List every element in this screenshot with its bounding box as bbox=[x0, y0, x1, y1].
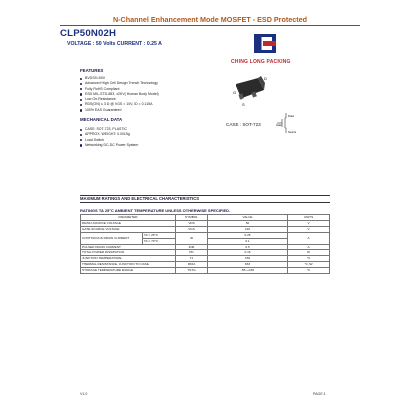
table-cell: 0.5 bbox=[208, 244, 288, 250]
list-item: Low On-Resistance: bbox=[80, 97, 159, 102]
table-cell: 50 bbox=[208, 220, 288, 226]
table-cell: CONTINUOUS DRAIN CURRENT bbox=[81, 232, 143, 244]
table-cell: 150 bbox=[208, 256, 288, 262]
table-cell: GATE-SOURCE VOLTAGE bbox=[81, 226, 176, 232]
features-list bbox=[80, 76, 159, 113]
table-cell: TSTG bbox=[176, 268, 208, 274]
column-header: UNITS bbox=[288, 215, 330, 221]
table-cell: A bbox=[288, 232, 330, 244]
company-logo-icon bbox=[254, 34, 276, 53]
page-number: PAGE.1 bbox=[313, 392, 326, 396]
company-name: CHING LONG PACKING bbox=[231, 59, 291, 65]
table-cell: °C bbox=[288, 268, 330, 274]
list-item: Advanced High Cell Design Trench Technology bbox=[80, 81, 159, 86]
pin-s-label: S bbox=[242, 102, 245, 107]
table-cell: -55~+150 bbox=[208, 268, 288, 274]
ratings-heading: MAXIMUM RATINGS AND ELECTRICAL CHARACTERISTICS bbox=[80, 196, 200, 201]
table-cell: JUNCTION TEMPERATURE bbox=[81, 256, 176, 262]
table-cell: ID bbox=[176, 232, 208, 244]
ratings-subheading: RATINGS TA 25°C AMBIENT TEMPERATURE UNLESS OTHERWISE SPECIFIED. bbox=[80, 208, 231, 213]
table-cell: V bbox=[288, 226, 330, 232]
package-drawing bbox=[230, 74, 270, 108]
table-cell: °C bbox=[288, 256, 330, 262]
mechanical-list bbox=[80, 127, 138, 148]
table-cell: 0.1 bbox=[208, 238, 288, 244]
column-header: VALUE bbox=[208, 215, 288, 221]
table-cell: PULSED DRAIN CURRENT bbox=[81, 244, 176, 250]
part-number: CLP50N02H bbox=[60, 28, 117, 39]
version-label: V1.0 bbox=[80, 392, 88, 396]
mechanical-heading: MECHANICAL DATA bbox=[80, 117, 123, 122]
table-cell: RθJA bbox=[176, 262, 208, 268]
table-cell: IDM bbox=[176, 244, 208, 250]
pin-d-label: D bbox=[264, 76, 267, 81]
document-title: N-Channel Enhancement Mode MOSFET - ESD Protected bbox=[112, 15, 308, 24]
table-row bbox=[81, 268, 330, 274]
table-cell: TA = 70°C bbox=[143, 238, 176, 244]
table-cell: TJ bbox=[176, 256, 208, 262]
table-cell: DRAIN-SOURCE VOLTAGE bbox=[81, 220, 176, 226]
table-cell: 0.25 bbox=[208, 232, 288, 238]
voltage-current-spec: VOLTAGE : 50 Volts CURRENT : 0.25 A bbox=[67, 41, 162, 47]
list-item: Networking DC-DC Power System bbox=[80, 143, 138, 148]
list-item: Fully RoHS Compliant bbox=[80, 87, 159, 92]
table-cell: 833 bbox=[208, 262, 288, 268]
table-cell: A bbox=[288, 244, 330, 250]
table-cell: THERMAL RESISTANCE, JUNCTION TO CASE bbox=[81, 262, 176, 268]
column-header: SYMBOL bbox=[176, 215, 208, 221]
features-heading: FEATURES bbox=[80, 68, 104, 73]
list-item: APPROX. WEIGHT: 0.0015g bbox=[80, 132, 138, 137]
table-cell: °C /W bbox=[288, 262, 330, 268]
list-item: RDS(ON) ≤ 3 Ω @ VGS = 10V, ID = 0.115A bbox=[80, 102, 159, 107]
case-label: CASE : SOT-723 bbox=[226, 122, 261, 127]
table-cell: W bbox=[288, 250, 330, 256]
table-cell: V bbox=[288, 220, 330, 226]
table-cell: TA = 25°C bbox=[143, 232, 176, 238]
section-divider-bottom bbox=[80, 202, 330, 203]
table-cell: TOTAL POWER DISSIPATION bbox=[81, 250, 176, 256]
title-divider bbox=[60, 25, 360, 26]
table-cell: VDS bbox=[176, 220, 208, 226]
list-item: Load Switch bbox=[80, 138, 138, 143]
mosfet-symbol-icon bbox=[276, 112, 300, 134]
list-item: ESD MIL-STD-883, ±2KV( Human Body Model) bbox=[80, 92, 159, 97]
gate-label: Gate bbox=[276, 124, 282, 127]
company-logo bbox=[254, 34, 276, 53]
table-cell: STORAGE TEMPERATURE RANGE bbox=[81, 268, 176, 274]
list-item: CASE: SOT-723, PLASTIC bbox=[80, 127, 138, 132]
table-cell: VGS bbox=[176, 226, 208, 232]
drain-label: Drain bbox=[288, 115, 295, 118]
source-label: Source bbox=[288, 131, 297, 134]
pin-g-label: G bbox=[233, 90, 237, 95]
ratings-table bbox=[80, 214, 330, 274]
table-cell: PD bbox=[176, 250, 208, 256]
table-cell: ±20 bbox=[208, 226, 288, 232]
list-item: BVDSS=50V bbox=[80, 76, 159, 81]
column-header: PARAMETER bbox=[81, 215, 176, 221]
table-cell: 0.15 bbox=[208, 250, 288, 256]
table-row bbox=[81, 232, 330, 238]
list-item: 100% EAS Guaranteed bbox=[80, 108, 159, 113]
